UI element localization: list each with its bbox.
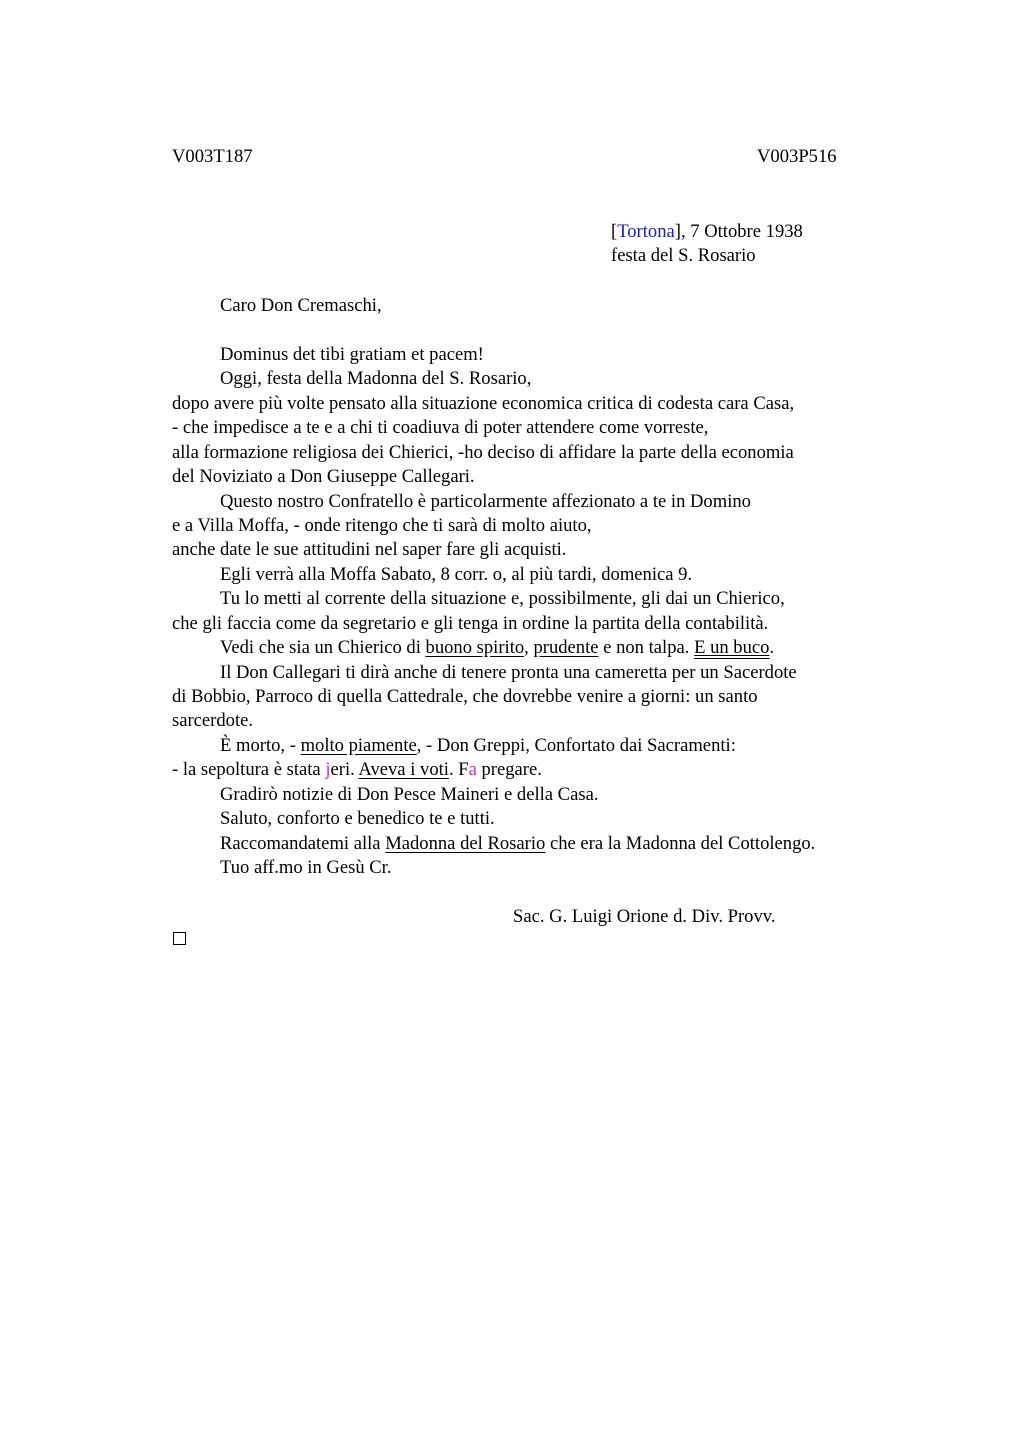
- text-run: eri.: [330, 759, 359, 780]
- dateline-place: Tortona: [617, 221, 675, 242]
- text-run: e non talpa.: [598, 637, 695, 658]
- underlined-phrase: molto piamente: [300, 735, 417, 756]
- dateline-feast: festa del S. Rosario: [611, 245, 756, 266]
- document-code-right: V003P516: [757, 146, 837, 167]
- document-code-left: V003T187: [172, 146, 253, 167]
- dateline-date: ], 7 Ottobre 1938: [674, 221, 803, 242]
- signature: Sac. G. Luigi Orione d. Div. Provv.: [513, 906, 776, 927]
- text-run: È morto, -: [220, 735, 301, 756]
- text-run: Raccomandatemi alla: [220, 833, 386, 854]
- body-line: di Bobbio, Parroco di quella Cattedrale, che dovrebbe venire a giorni: un santo: [172, 686, 758, 707]
- body-line: - che impedisce a te e a chi ti coadiuva di poter attendere come vorreste,: [172, 417, 709, 438]
- dateline: [611, 220, 803, 244]
- underlined-phrase: Madonna del Rosario: [385, 833, 546, 854]
- body-line: Il Don Callegari ti dirà anche di tenere pronta una cameretta per un Sacerdote: [220, 662, 797, 683]
- text-run: Vedi che sia un Chierico di: [220, 637, 426, 658]
- body-line: [220, 734, 736, 758]
- body-line: Gradirò notizie di Don Pesce Maineri e della Casa.: [220, 784, 599, 805]
- text-run: , - Don Greppi, Confortato dai Sacramenti:: [416, 735, 736, 756]
- body-line: e a Villa Moffa, - onde ritengo che ti sarà di molto aiuto,: [172, 515, 592, 536]
- body-line: anche date le sue attitudini nel saper fare gli acquisti.: [172, 539, 567, 560]
- body-line: sarcerdote.: [172, 710, 254, 731]
- body-line: che gli faccia come da segretario e gli tenga in ordine la partita della contabilità.: [172, 613, 769, 634]
- text-run: ,: [524, 637, 534, 658]
- body-line: Saluto, conforto e benedico te e tutti.: [220, 808, 495, 829]
- body-line: dopo avere più volte pensato alla situazione economica critica di codesta cara Casa,: [172, 393, 795, 414]
- body-line: [220, 636, 774, 660]
- text-run: .: [769, 637, 775, 658]
- body-line: Tu lo metti al corrente della situazione e, possibilmente, gli dai un Chierico,: [220, 588, 785, 609]
- text-run: che era la Madonna del Cottolengo.: [545, 833, 816, 854]
- body-line: Egli verrà alla Moffa Sabato, 8 corr. o, al più tardi, domenica 9.: [220, 564, 693, 585]
- double-underlined-phrase: E un buco: [694, 637, 770, 658]
- underlined-phrase: buono spirito: [425, 637, 525, 658]
- underlined-phrase: prudente: [533, 637, 599, 658]
- dateline-bracket: [: [611, 221, 618, 242]
- closing: Tuo aff.mo in Gesù Cr.: [220, 857, 392, 878]
- body-line: Questo nostro Confratello è particolarmente affezionato a te in Domino: [220, 491, 751, 512]
- editorial-mark: a: [468, 759, 477, 780]
- text-run: pregare.: [476, 759, 542, 780]
- text-run: . F: [448, 759, 469, 780]
- underlined-phrase: Aveva i voti: [358, 759, 449, 780]
- body-line: Dominus det tibi gratiam et pacem!: [220, 344, 484, 365]
- body-line: [172, 758, 542, 782]
- body-line: del Noviziato a Don Giuseppe Callegari.: [172, 466, 475, 487]
- body-line: alla formazione religiosa dei Chierici, -ho deciso di affidare la parte della economia: [172, 442, 794, 463]
- end-marker-icon: [173, 932, 186, 945]
- greeting: Caro Don Cremaschi,: [220, 295, 382, 316]
- editorial-mark: j: [325, 759, 331, 780]
- text-run: - la sepoltura è stata: [172, 759, 326, 780]
- body-line: [220, 832, 815, 856]
- body-line: Oggi, festa della Madonna del S. Rosario,: [220, 368, 532, 389]
